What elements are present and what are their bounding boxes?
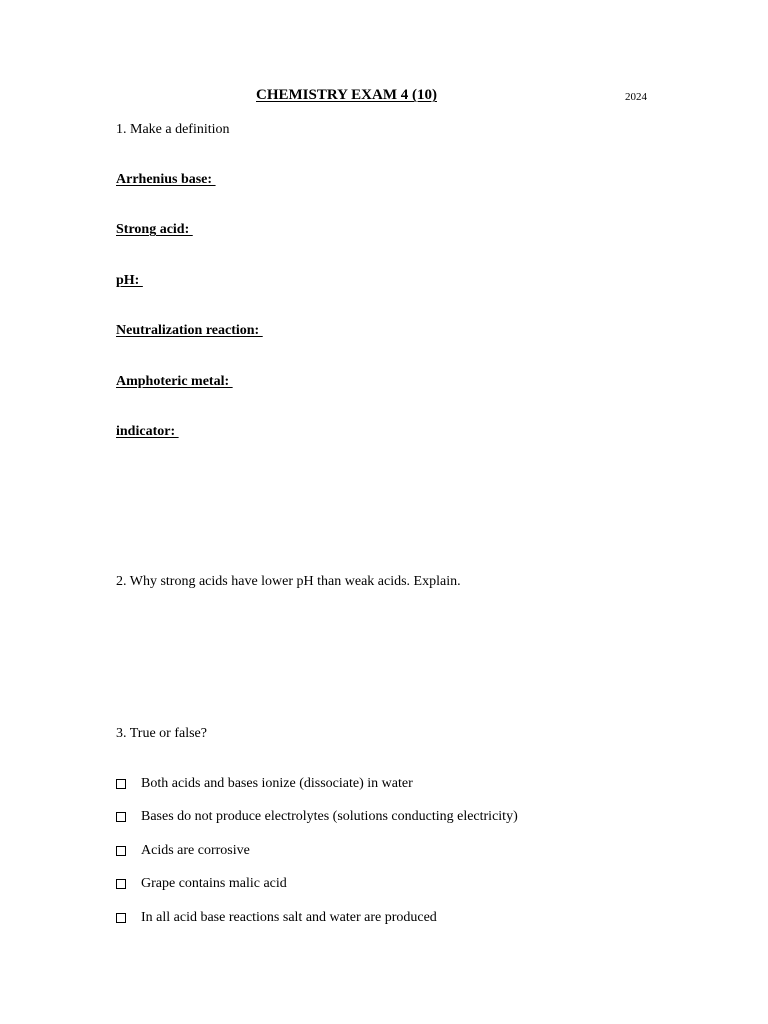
checkbox[interactable] [116,779,126,789]
term-arrhenius-base: Arrhenius base: [116,172,216,187]
tf-statement-row [116,876,287,892]
term-indicator: indicator: [116,424,179,439]
tf-statement-text: Acids are corrosive [141,843,250,858]
term-ph: pH: [116,273,143,288]
question-1-prompt: 1. Make a definition [116,122,230,137]
checkbox[interactable] [116,913,126,923]
checkbox[interactable] [116,812,126,822]
tf-statement-row [116,910,437,926]
tf-statement-row [116,843,250,859]
tf-statement-text: Bases do not produce electrolytes (solutions conducting electricity) [141,809,518,824]
exam-year: 2024 [625,91,647,103]
tf-statement-text: Grape contains malic acid [141,876,287,891]
tf-statement-row [116,776,413,792]
question-3-prompt: 3. True or false? [116,726,207,741]
tf-statement-text: Both acids and bases ionize (dissociate) in water [141,776,413,791]
checkbox[interactable] [116,879,126,889]
tf-statement-text: In all acid base reactions salt and water are produced [141,910,437,925]
question-2-prompt: 2. Why strong acids have lower pH than weak acids. Explain. [116,574,461,589]
exam-title: CHEMISTRY EXAM 4 (10) [256,87,437,103]
term-neutralization-reaction: Neutralization reaction: [116,323,263,338]
checkbox[interactable] [116,846,126,856]
term-amphoteric-metal: Amphoteric metal: [116,374,233,389]
term-strong-acid: Strong acid: [116,222,193,237]
tf-statement-row [116,809,518,825]
